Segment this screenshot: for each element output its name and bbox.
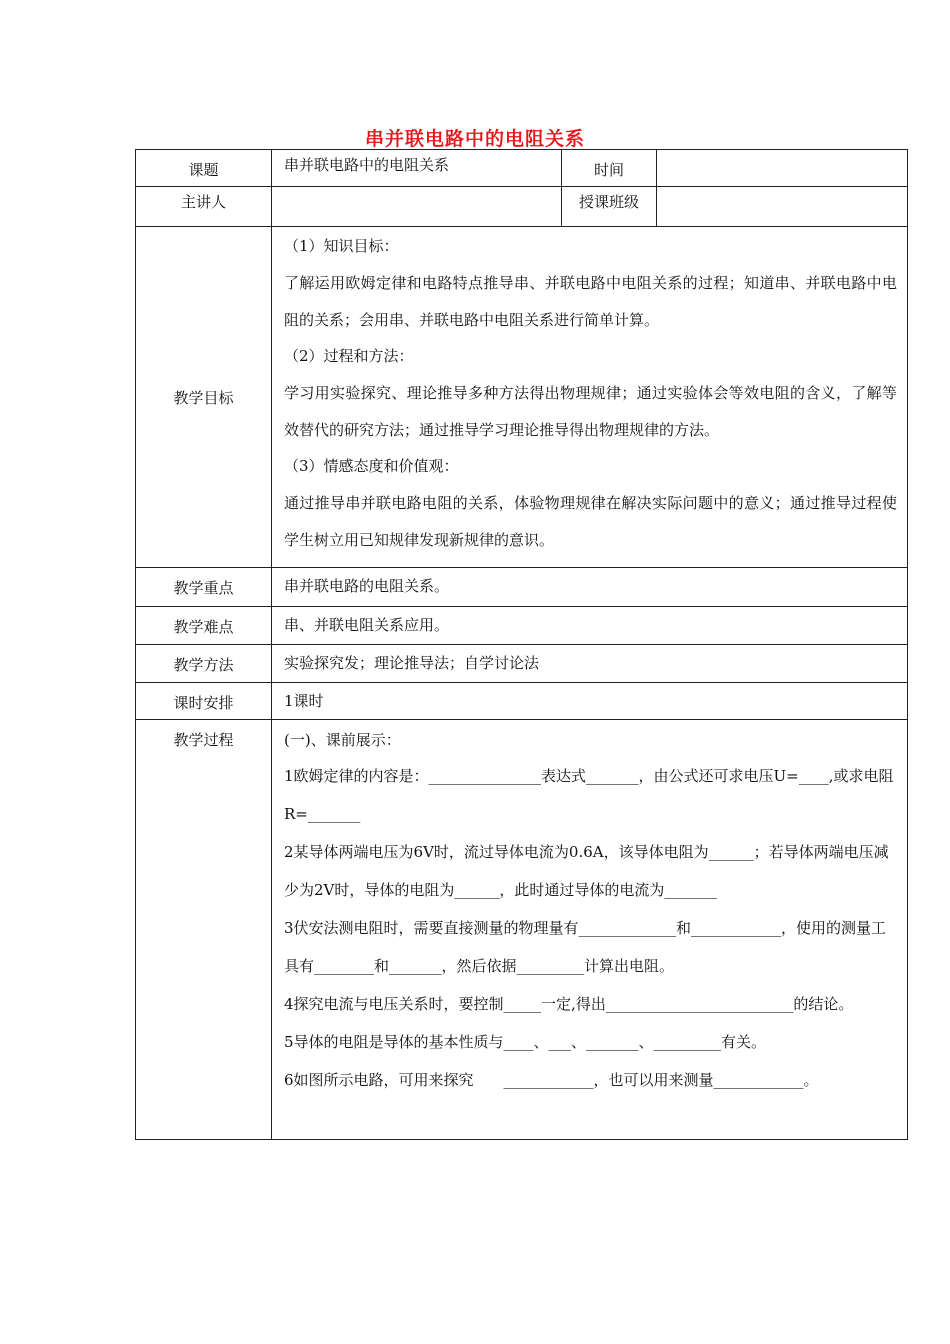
time-label: 时间 xyxy=(562,150,657,187)
key-points-label: 教学重点 xyxy=(136,568,272,607)
topic-label: 课题 xyxy=(136,150,272,187)
objectives-label: 教学目标 xyxy=(136,227,272,568)
question-5: 5导体的电阻是导体的基本性质与____、___、_______、_________有关。 xyxy=(284,1033,767,1051)
hours-value: 1课时 xyxy=(272,683,908,720)
emotion-heading: （3）情感态度和价值观： xyxy=(284,457,459,475)
row-difficulties xyxy=(136,607,908,645)
key-points-value: 串并联电路的电阻关系。 xyxy=(272,568,908,607)
question-2: 2某导体两端电压为6V时，流过导体电流为0.6A，该导体电阻为______；若导体两端电压减少为2V时，导体的电阻为______，此时通过导体的电流为_______ xyxy=(284,843,889,899)
knowledge-heading: （1）知识目标： xyxy=(284,237,399,255)
row-process xyxy=(136,720,908,1140)
methods-label: 教学方法 xyxy=(136,645,272,683)
time-value xyxy=(657,150,908,187)
lesson-plan-table xyxy=(135,149,908,1140)
knowledge-text: 了解运用欧姆定律和电路特点推导串、并联电路中电阻关系的过程；知道串、并联电路中电阻的关系；会用串、并联电路中电阻关系进行简单计算。 xyxy=(284,274,897,329)
document-title: 串并联电路中的电阻关系 xyxy=(364,128,585,150)
difficulties-label: 教学难点 xyxy=(136,607,272,645)
row-topic xyxy=(136,150,908,187)
class-value xyxy=(657,187,908,227)
speaker-value xyxy=(272,187,562,227)
question-4: 4探究电流与电压关系时，要控制_____一定,得出_________________________的结论。 xyxy=(284,995,854,1013)
emotion-text: 通过推导串并联电路电阻的关系，体验物理规律在解决实际问题中的意义；通过推导过程使学生树立用已知规律发现新规律的意识。 xyxy=(284,494,897,549)
objectives-content xyxy=(272,227,908,568)
difficulties-value: 串、并联电阻关系应用。 xyxy=(272,607,908,645)
class-label: 授课班级 xyxy=(562,187,657,227)
process-text: 学习用实验探究、理论推导多种方法得出物理规律；通过实验体会等效电阻的含义，了解等效替代的研究方法；通过推导学习理论推导得出物理规律的方法。 xyxy=(284,384,897,439)
question-3: 3伏安法测电阻时，需要直接测量的物理量有_____________和____________，使用的测量工具有________和_______，然后依据_________计算出电阻。 xyxy=(284,919,887,975)
speaker-label: 主讲人 xyxy=(136,187,272,227)
row-key-points xyxy=(136,568,908,607)
process-label: 教学过程 xyxy=(136,720,272,1140)
question-6: 6如图所示电路，可用来探究 ____________，也可以用来测量____________。 xyxy=(284,1071,819,1089)
row-objectives xyxy=(136,227,908,568)
process-content xyxy=(272,720,908,1140)
process-heading-line: (一)、课前展示： xyxy=(284,731,401,749)
row-speaker xyxy=(136,187,908,227)
topic-value: 串并联电路中的电阻关系 xyxy=(272,150,562,187)
methods-value: 实验探究发；理论推导法；自学讨论法 xyxy=(272,645,908,683)
row-hours xyxy=(136,683,908,720)
process-heading: （2）过程和方法： xyxy=(284,347,414,365)
hours-label: 课时安排 xyxy=(136,683,272,720)
question-1: 1欧姆定律的内容是：_______________表达式_______，由公式还可求电压U=____,或求电阻R=_______ xyxy=(284,767,894,823)
row-methods xyxy=(136,645,908,683)
